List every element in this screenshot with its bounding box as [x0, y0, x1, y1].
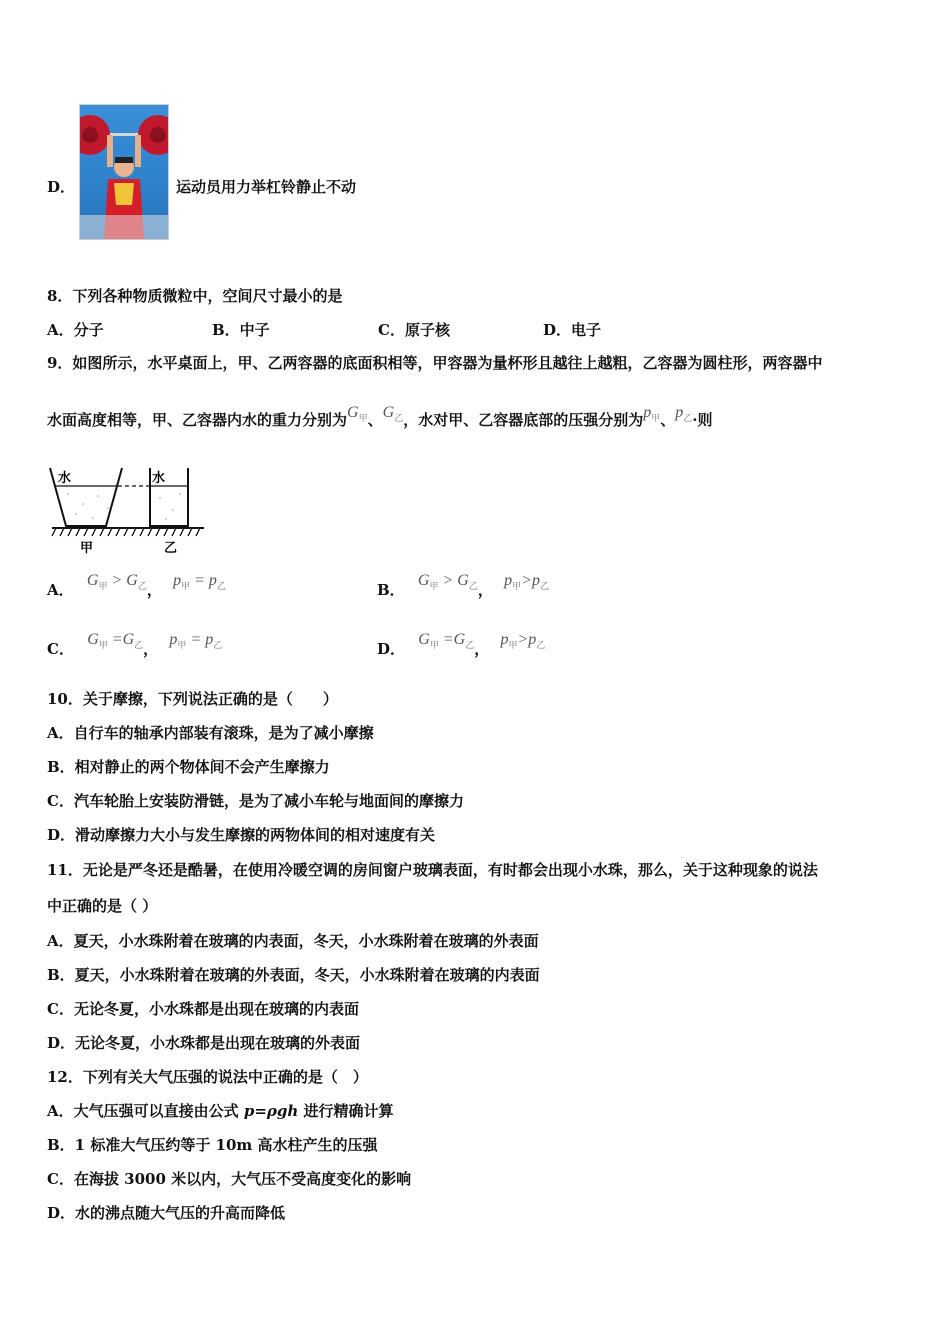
q8-option-a: A．分子 [47, 321, 104, 339]
q9-stem-part-c: ·则 [692, 411, 713, 429]
q8-option-c: C．原子核 [378, 321, 450, 339]
pressure-formula: p=ρgh [243, 1102, 299, 1120]
q9-stem-line2 [47, 405, 712, 441]
q10-option-c: C．汽车轮胎上安装防滑链，是为了减小车轮与地面间的摩擦力 [47, 792, 464, 810]
q12-option-c: C．在海拔 3000 米以内，大气压不受高度变化的影响 [47, 1170, 412, 1188]
q11-stem-line1: 11．无论是严冬还是酷暑，在使用冷暖空调的房间窗户玻璃表面，有时都会出现小水珠，那么，关于这种现象的说法 [47, 861, 818, 879]
container-label-yi: 乙 [164, 541, 178, 556]
q8-option-d: D．电子 [543, 321, 602, 339]
containers-figure [48, 464, 208, 556]
q10-stem: 10．关于摩擦，下列说法正确的是（ ） [47, 690, 338, 708]
q10-option-a: A．自行车的轴承内部装有滚珠，是为了减小摩擦 [47, 724, 374, 742]
q10-option-b: B．相对静止的两个物体间不会产生摩擦力 [47, 758, 330, 776]
g-yi-symbol: $G_乙$ [382, 404, 404, 424]
q9-option-c: C． $G_甲 =G_乙$， $p_甲 = p_乙$ [47, 631, 223, 658]
g-jia-symbol: $G_甲$ [347, 404, 368, 424]
q11-option-b: B．夏天，小水珠附着在玻璃的外表面，冬天，小水珠附着在玻璃的内表面 [47, 966, 540, 984]
q11-stem-line2: 中正确的是（ ） [47, 897, 158, 915]
q9-option-b: B． $G_甲 > G_乙$， $p_甲>p_乙$ [377, 572, 549, 599]
q11-option-c: C．无论冬夏，小水珠都是出现在玻璃的内表面 [47, 1000, 359, 1018]
q10-option-d: D．滑动摩擦力大小与发生摩擦的两物体间的相对速度有关 [47, 826, 436, 844]
container-label-jia: 甲 [80, 541, 94, 556]
p-yi-symbol: $p_乙$ [675, 404, 693, 424]
q9-option-a: A． $G_甲 > G_乙$， $p_甲 = p_乙$ [47, 572, 226, 599]
q12-option-a: A．大气压强可以直接由公式 p=ρgh 进行精确计算 [47, 1102, 394, 1120]
separator: 、 [367, 411, 383, 429]
q9-stem-part-b: ，水对甲、乙容器底部的压强分别为 [403, 411, 644, 429]
q8-stem: 8．下列各种物质微粒中，空间尺寸最小的是 [47, 287, 343, 305]
q8-option-b: B．中子 [212, 321, 270, 339]
q11-option-d: D．无论冬夏，小水珠都是出现在玻璃的外表面 [47, 1034, 361, 1052]
weightlifter-photo [79, 104, 169, 240]
q9-stem-line1: 9．如图所示，水平桌面上，甲、乙两容器的底面积相等，甲容器为量杯形且越往上越粗，乙容器为圆柱形，两容器中 [47, 354, 823, 372]
q12-option-d: D．水的沸点随大气压的升高而降低 [47, 1204, 286, 1222]
water-label-jia: 水 [58, 471, 72, 486]
q12-stem: 12．下列有关大气压强的说法中正确的是（ ） [47, 1068, 368, 1086]
q11-option-a: A．夏天，小水珠附着在玻璃的内表面，冬天，小水珠附着在玻璃的外表面 [47, 932, 539, 950]
water-label-yi: 水 [152, 471, 166, 486]
q12-option-b: B．1 标准大气压约等于 10m 高水柱产生的压强 [47, 1136, 378, 1154]
q7-option-d-text: 运动员用力举杠铃静止不动 [176, 178, 357, 196]
q9-stem-part-a: 水面高度相等，甲、乙容器内水的重力分别为 [47, 411, 348, 429]
p-jia-symbol: $p_甲$ [643, 404, 661, 424]
separator: 、 [660, 411, 676, 429]
q7-option-d-letter: D． [47, 178, 76, 196]
q9-option-d: D． $G_甲 =G_乙$， $p_甲>p_乙$ [377, 631, 546, 658]
